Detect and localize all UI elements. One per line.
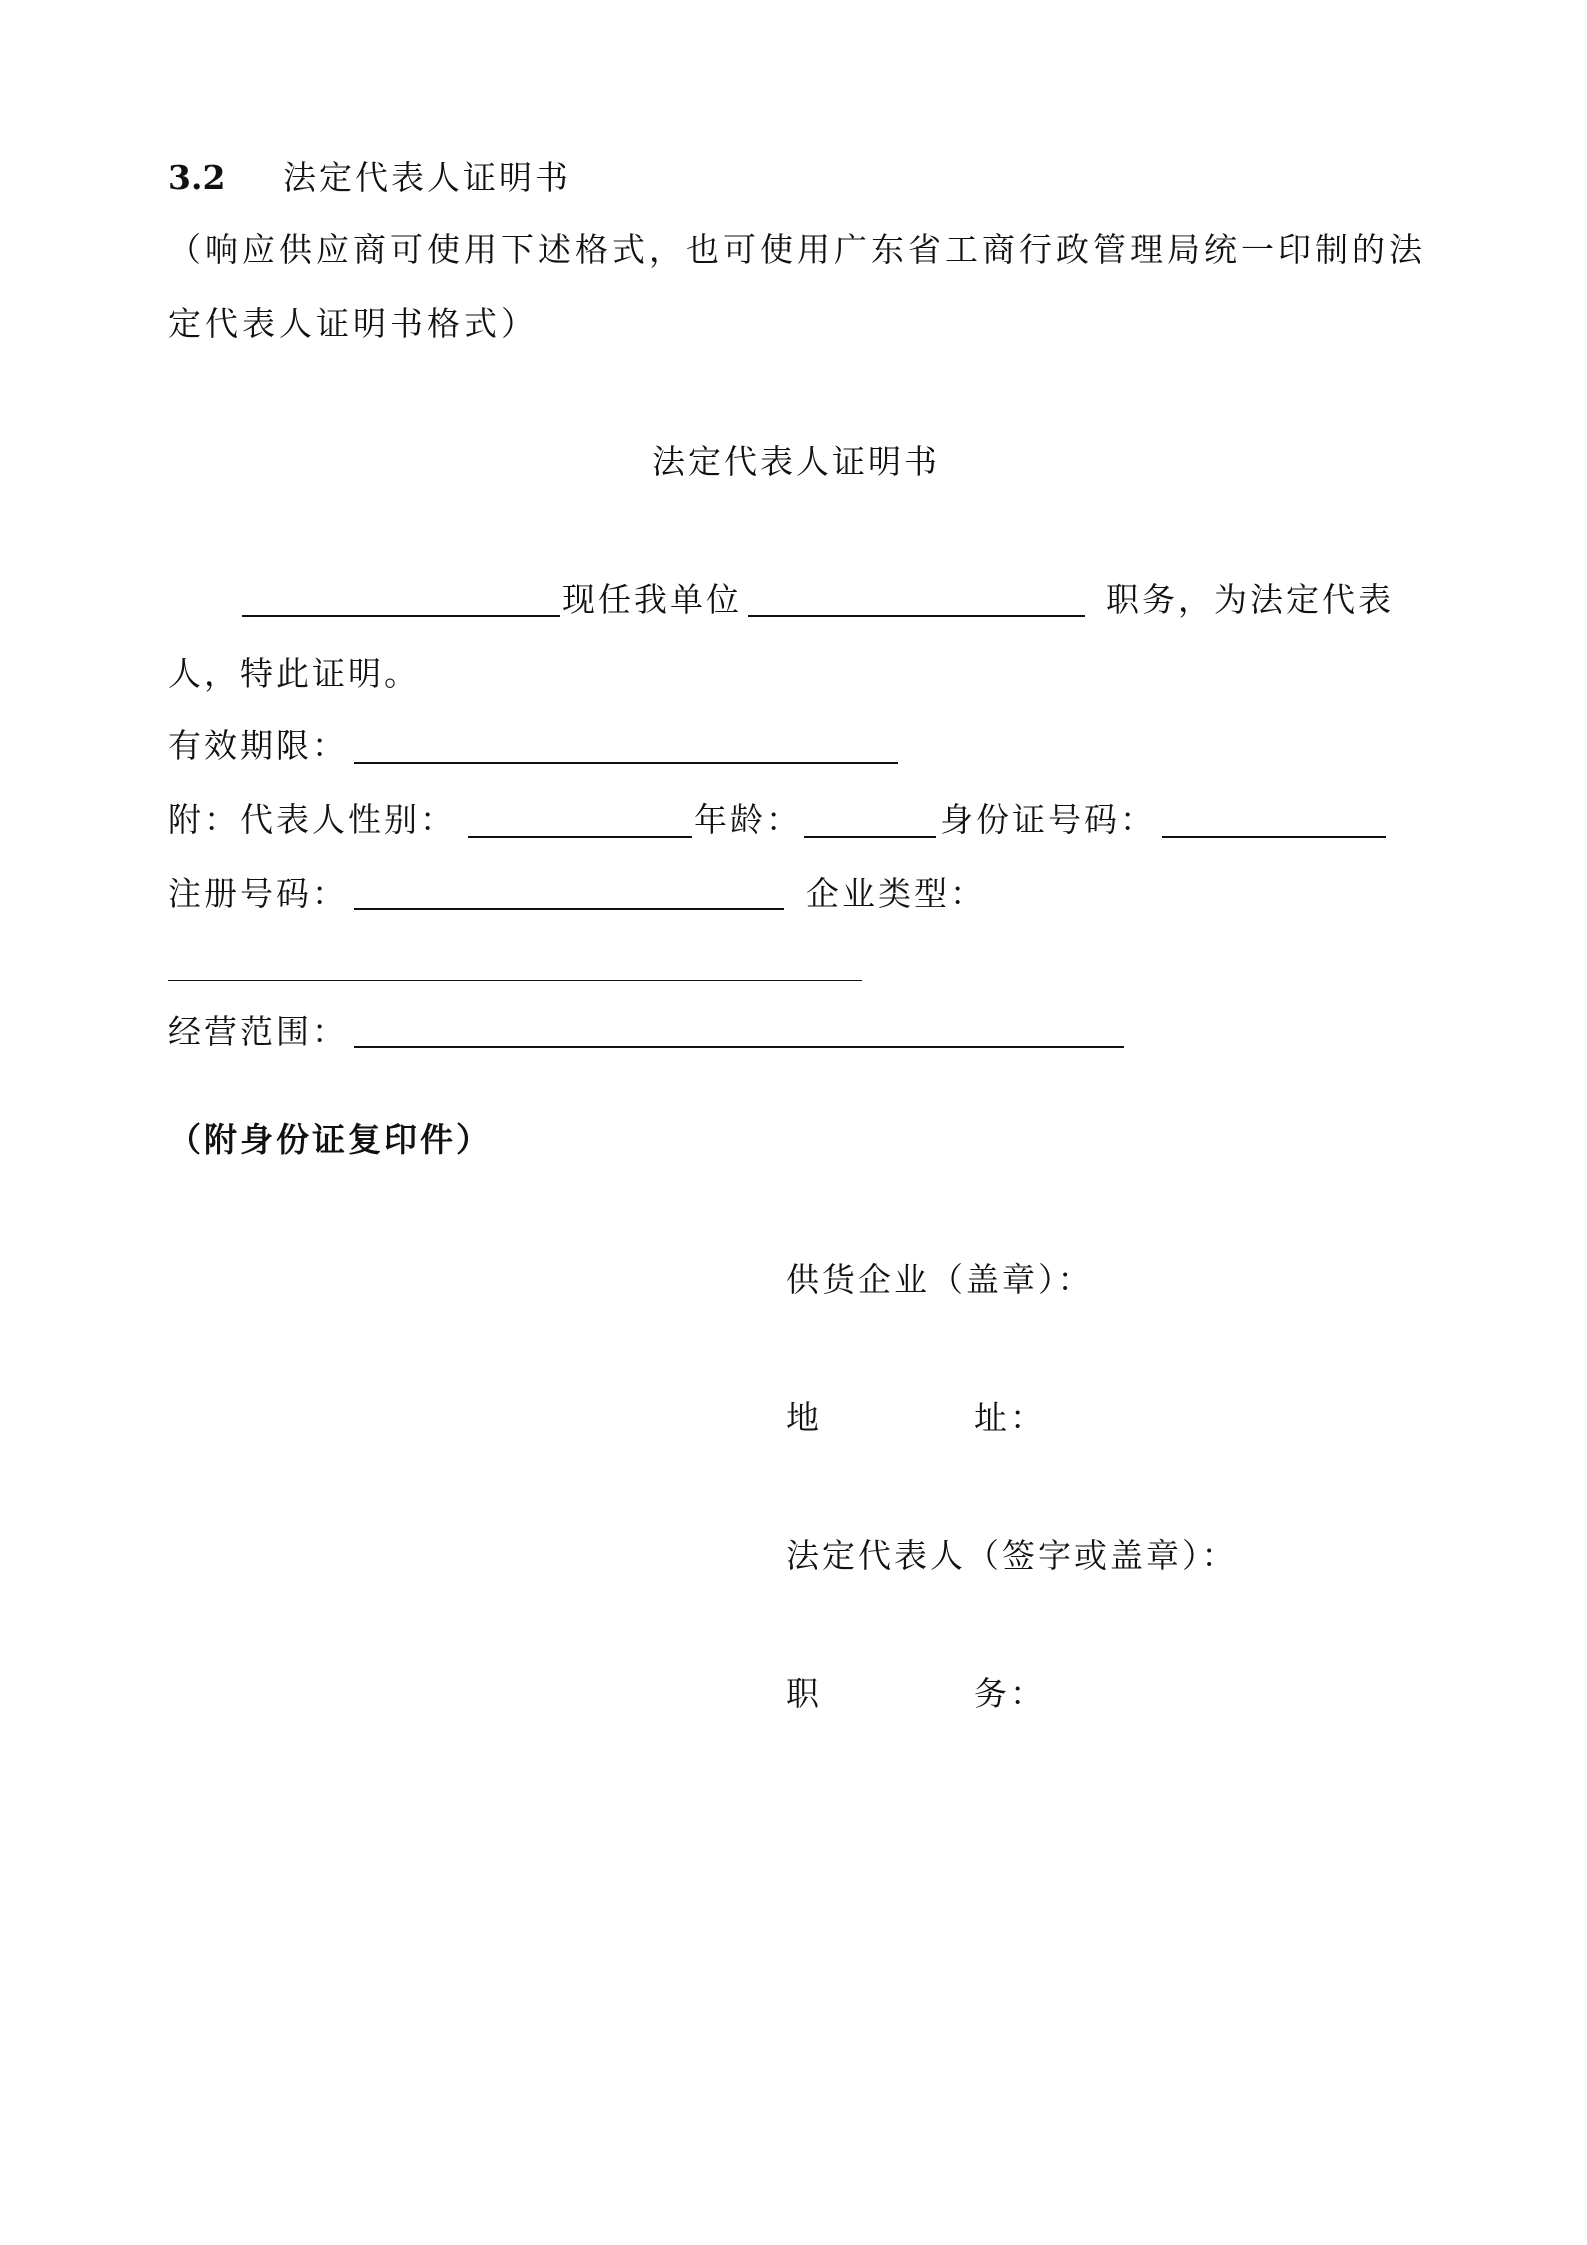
id-number-label: 身份证号码： (940, 800, 1156, 839)
business-scope-label: 经营范围： (168, 1012, 348, 1051)
address-label-left: 地 (786, 1398, 822, 1437)
legal-representative-signature-label: 法定代表人（签字或盖章）： (786, 1536, 1238, 1575)
position-label-left: 职 (786, 1674, 822, 1713)
gender-blank[interactable] (468, 836, 692, 838)
certification-text: 人，特此证明。 (168, 654, 420, 693)
age-label: 年龄： (694, 800, 802, 839)
registration-number-label: 注册号码： (168, 874, 348, 913)
section-title: 法定代表人证明书 (283, 158, 571, 197)
format-note-line-2: 定代表人证明书格式） (168, 304, 538, 343)
age-blank[interactable] (804, 836, 936, 838)
enterprise-type-label: 企业类型： (806, 874, 986, 913)
enterprise-type-blank[interactable] (168, 980, 862, 981)
id-copy-note: （附身份证复印件） (168, 1120, 492, 1159)
position-blank[interactable] (748, 615, 1085, 617)
position-suffix-text: 职务，为法定代表 (1106, 580, 1394, 619)
registration-number-blank[interactable] (354, 908, 784, 910)
position-label-right: 务： (974, 1674, 1046, 1713)
current-unit-text: 现任我单位 (562, 580, 742, 619)
validity-blank[interactable] (354, 762, 898, 764)
format-note-line-1: （响应供应商可使用下述格式，也可使用广东省工商行政管理局统一印制的法 (168, 230, 1426, 269)
name-blank[interactable] (242, 615, 560, 617)
id-number-blank[interactable] (1162, 836, 1386, 838)
certificate-title: 法定代表人证明书 (652, 442, 940, 481)
gender-label: 附：代表人性别： (168, 800, 456, 839)
business-scope-blank[interactable] (354, 1046, 1124, 1048)
section-number: 3.2 (168, 158, 226, 197)
supplier-seal-label: 供货企业（盖章）： (786, 1260, 1094, 1299)
address-label-right: 址： (974, 1398, 1046, 1437)
validity-label: 有效期限： (168, 726, 348, 765)
